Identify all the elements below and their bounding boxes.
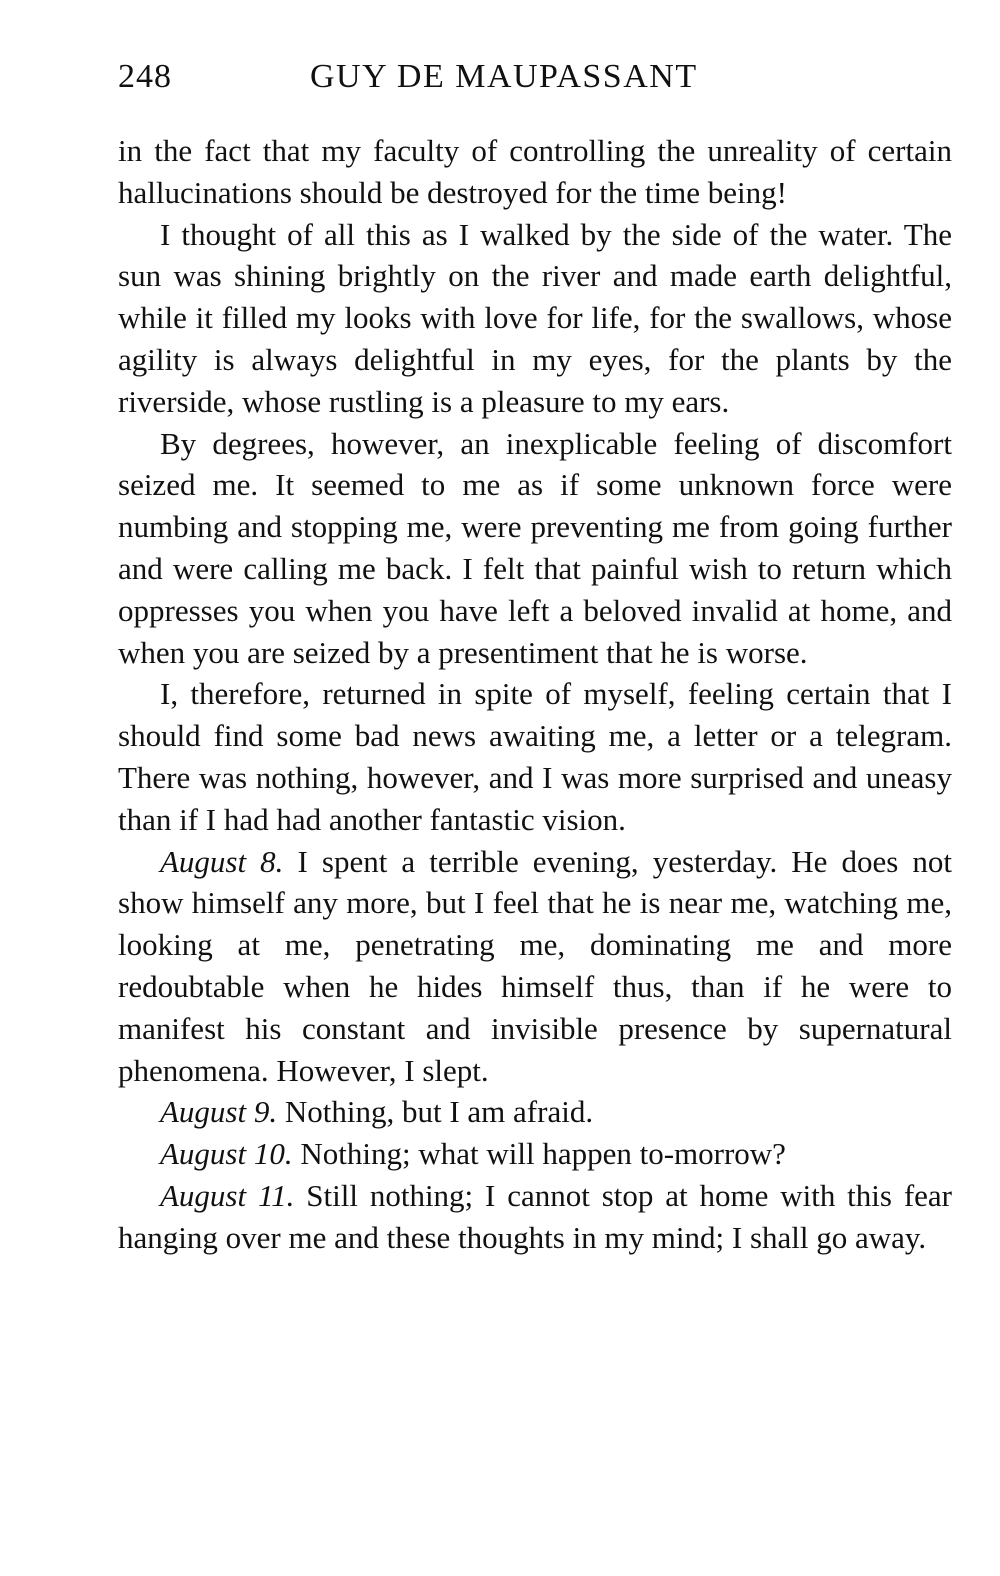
diary-entry-august-11	[118, 1175, 952, 1259]
entry-date: August 8.	[160, 843, 284, 879]
paragraph-walk-by-water	[118, 214, 952, 423]
running-title: GUY DE MAUPASSANT	[310, 58, 698, 95]
page-header	[118, 52, 952, 102]
entry-date: August 9.	[160, 1094, 278, 1130]
diary-entry-august-8	[118, 841, 952, 1092]
diary-entry-august-10	[118, 1133, 952, 1175]
body-text	[118, 130, 952, 1259]
entry-text: I spent a terrible evening, yesterday. He does not show himself any more, but I feel that he is near me, watching me, looking at me, penetrating me, dominating me and more redoubtable when he hides himself thus, than if he were to manifest his constant and invisible presence by supernatural phenomena. However, I slept.	[118, 843, 952, 1088]
paragraph-continuation	[118, 130, 952, 214]
paragraph-discomfort	[118, 423, 952, 674]
paragraph-text: I thought of all this as I walked by the side of the water. The sun was shining brightly on the river and made earth delightful, while it filled my looks with love for life, for the swallows, whose agility is always delightful in my eyes, for the plants by the riverside, whose rustling is a pleasure to my ears.	[118, 216, 952, 419]
entry-text: Still nothing; I cannot stop at home with this fear hanging over me and these thoughts in my mind; I shall go away.	[118, 1177, 952, 1255]
paragraph-return	[118, 673, 952, 840]
paragraph-text: in the fact that my faculty of controlling the unreality of certain hallucinations should be destroyed for the time being!	[118, 133, 952, 210]
page-number: 248	[118, 58, 172, 95]
entry-text: Nothing, but I am afraid.	[284, 1094, 594, 1130]
diary-entry-august-9	[118, 1091, 952, 1133]
entry-date: August 11.	[160, 1177, 295, 1213]
entry-date: August 10.	[160, 1136, 293, 1172]
entry-text: Nothing; what will happen to-morrow?	[300, 1136, 786, 1172]
paragraph-text: By degrees, however, an inexplicable feeling of discomfort seized me. It seemed to me as if some unknown force were numbing and stopping me, were preventing me from going further and were calling me back. I felt that painful wish to return which oppresses you when you have left a beloved invalid at home, and when you are seized by a presentiment that he is worse.	[118, 425, 952, 670]
book-page	[118, 52, 952, 1259]
paragraph-text: I, therefore, returned in spite of myself, feeling certain that I should find some bad news awaiting me, a letter or a telegram. There was nothing, however, and I was more surprised and uneasy than if I had had another fantastic vision.	[118, 676, 952, 837]
